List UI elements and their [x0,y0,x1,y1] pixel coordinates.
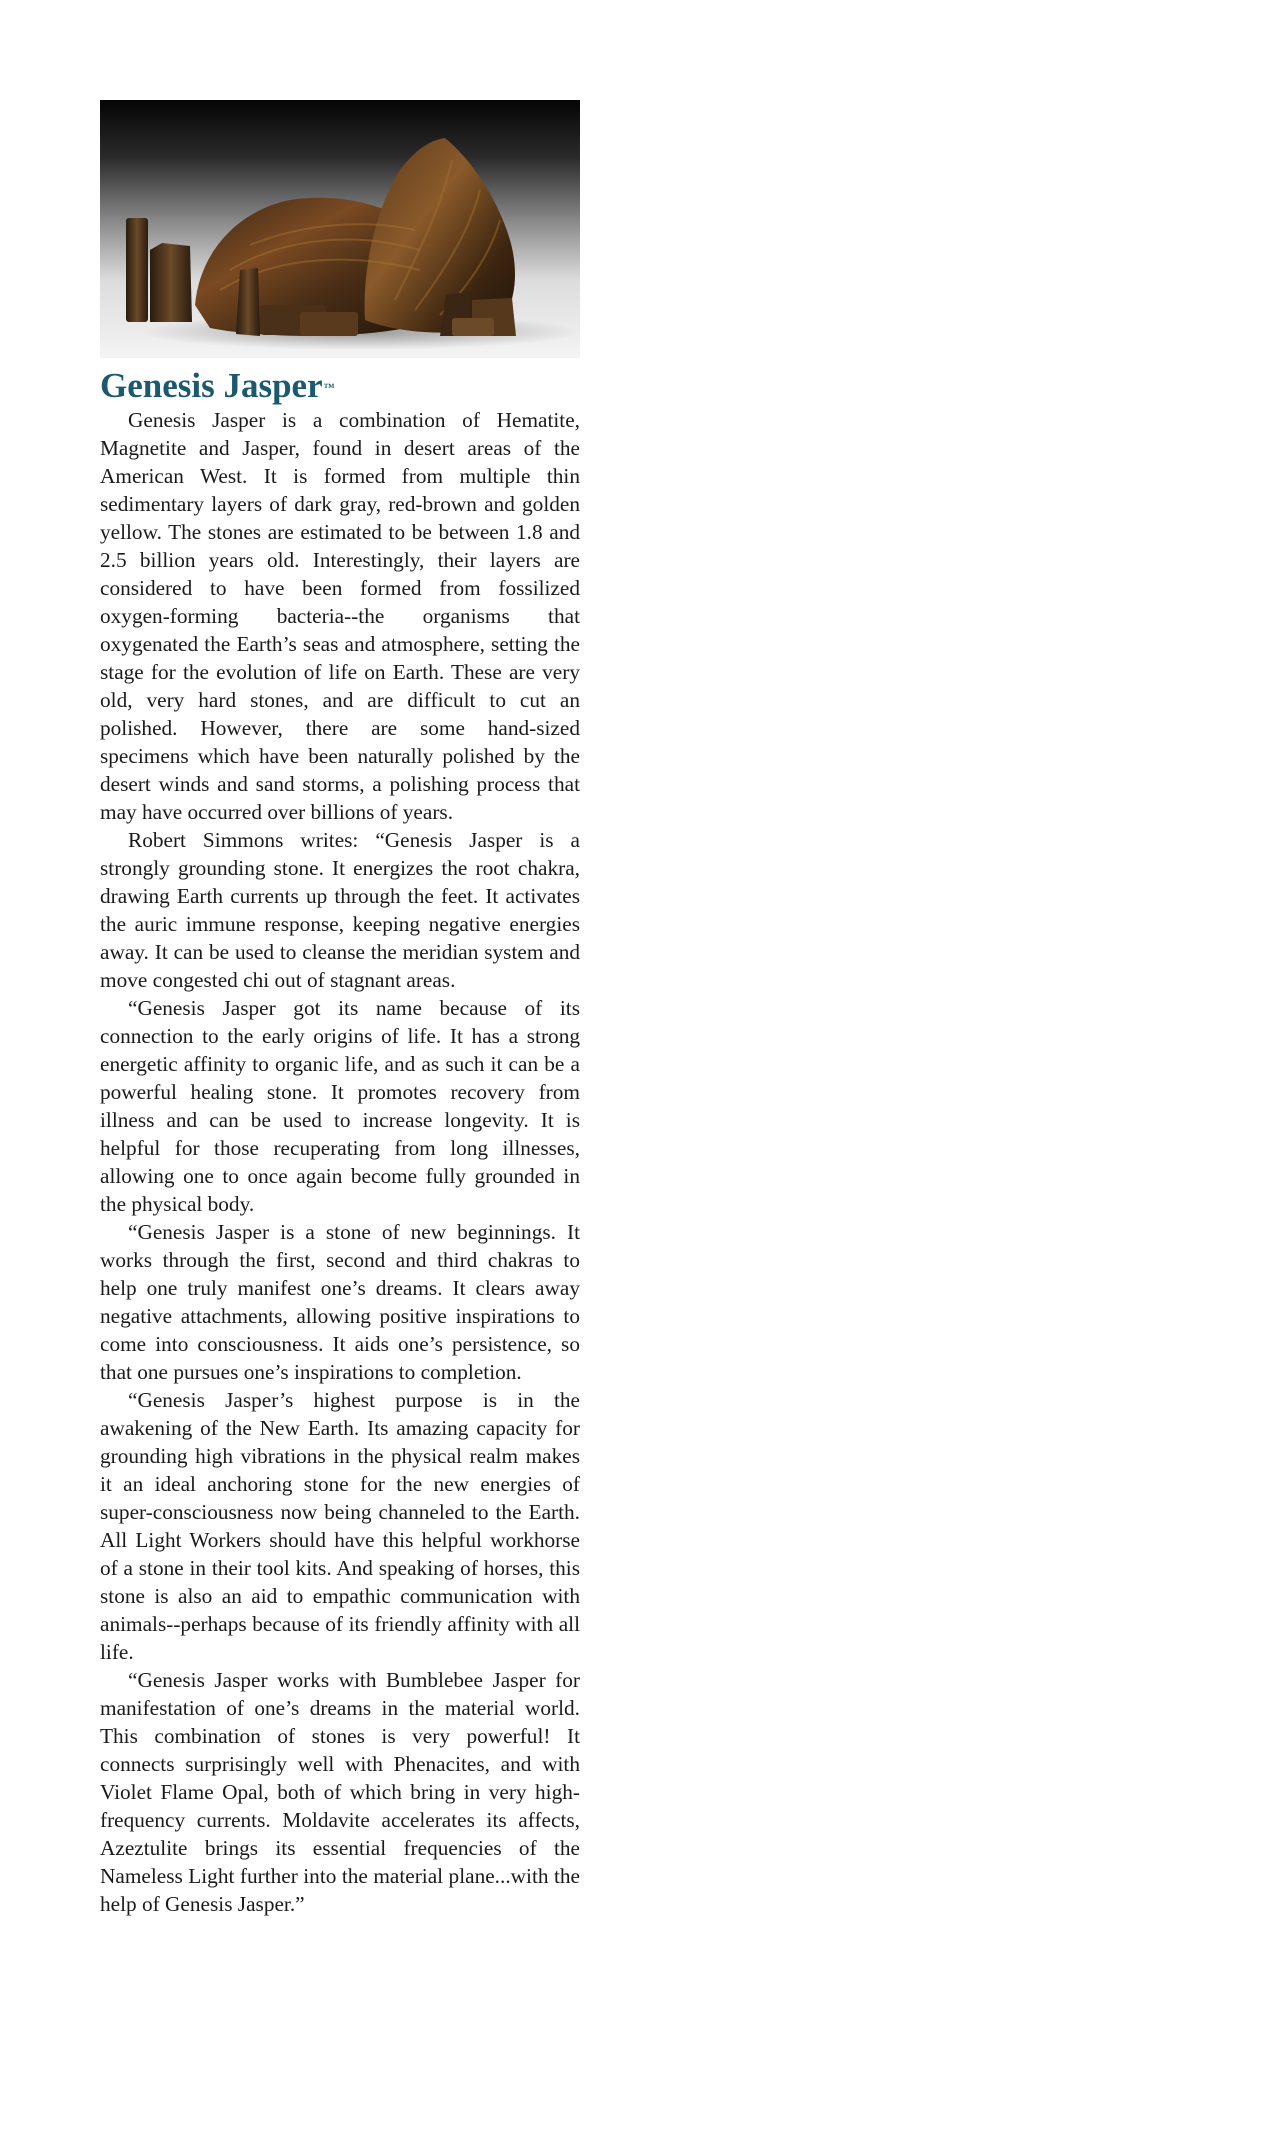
article-body [100,406,580,1918]
article-column [100,100,580,1918]
stone-photo [100,100,580,358]
trademark-symbol: ™ [323,382,335,394]
paragraph: “Genesis Jasper is a stone of new beginnings. It works through the first, second and third chakras to help one truly manifest one’s dreams. It clears away negative attachments, allowing positive inspirations to come into consciousness. It aids one’s persistence, so that one pursues one’s inspirations to completion. [100,1220,580,1384]
paragraph: “Genesis Jasper works with Bumblebee Jasper for manifestation of one’s dreams in the material world. This combination of stones is very powerful! It connects surprisingly well with Phenacites, and with Violet Flame Opal, both of which bring in very high-frequency currents. Moldavite accelerates its affects, Azeztulite brings its essential frequencies of the Nameless Light further into the material plane...with the help of Genesis Jasper.” [100,1668,580,1916]
paragraph: “Genesis Jasper got its name because of its connection to the early origins of life. It has a strong energetic affinity to organic life, and as such it can be a powerful healing stone. It promotes recovery from illness and can be used to increase longevity. It is helpful for those recuperating from long illnesses, allowing one to once again become fully grounded in the physical body. [100,996,580,1216]
stone-photo-illustration [100,100,580,358]
paragraph: Genesis Jasper is a combination of Hematite, Magnetite and Jasper, found in desert areas of the American West. It is formed from multiple thin sedimentary layers of dark gray, red-brown and golden yellow. The stones are estimated to be between 1.8 and 2.5 billion years old. Interestingly, their layers are considered to have been formed from fossilized oxygen-forming bacteria--the organisms that oxygenated the Earth’s seas and atmosphere, setting the stage for the evolution of life on Earth. These are very old, very hard stones, and are difficult to cut an polished. However, there are some hand-sized specimens which have been naturally polished by the desert winds and sand storms, a polishing process that may have occurred over billions of years. [100,408,580,824]
paragraph: “Genesis Jasper’s highest purpose is in the awakening of the New Earth. Its amazing capacity for grounding high vibrations in the physical realm makes it an ideal anchoring stone for the new energies of super-consciousness now being channeled to the Earth. All Light Workers should have this helpful workhorse of a stone in their tool kits. And speaking of horses, this stone is also an aid to empathic communication with animals--perhaps because of its friendly affinity with all life. [100,1388,580,1664]
article-title-text: Genesis Jasper [100,366,323,405]
article-title [100,366,580,406]
paragraph: Robert Simmons writes: “Genesis Jasper is a strongly grounding stone. It energizes the root chakra, drawing Earth currents up through the feet. It activates the auric immune response, keeping negative energies away. It can be used to cleanse the meridian system and move congested chi out of stagnant areas. [100,828,580,992]
